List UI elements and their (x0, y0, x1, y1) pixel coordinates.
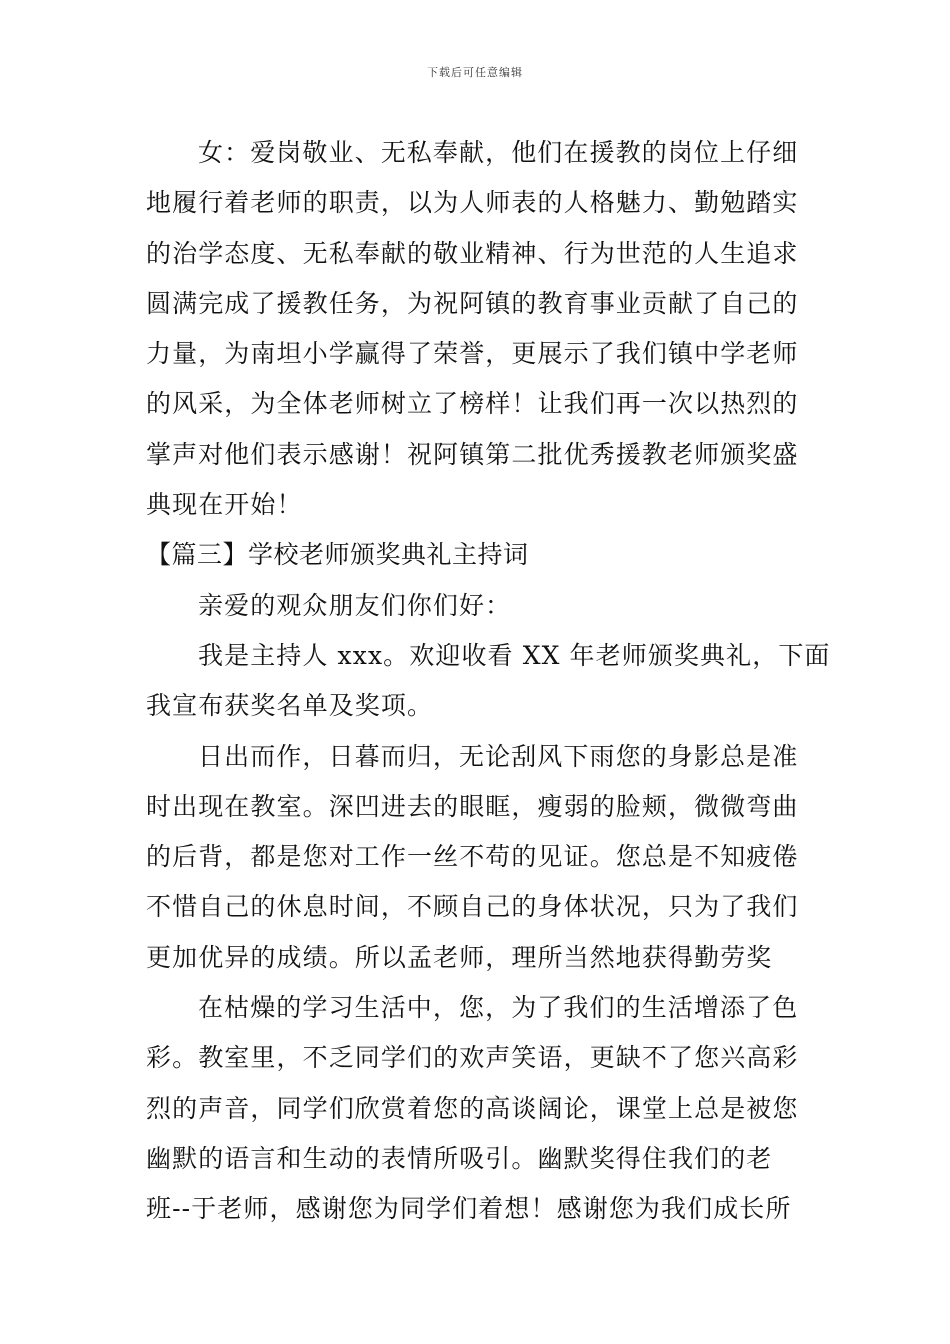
text-line: 掌声对他们表示感谢！祝阿镇第二批优秀援教老师颁奖盛 (146, 439, 799, 469)
text-line: 时出现在教室。深凹进去的眼眶，瘦弱的脸颊，微微弯曲 (146, 791, 799, 821)
text-line: 圆满完成了援教任务，为祝阿镇的教育事业贡献了自己的 (146, 288, 799, 318)
text-line: 不惜自己的休息时间，不顾自己的身体状况，只为了我们 (146, 892, 799, 922)
text-line: 的后背，都是您对工作一丝不苟的见证。您总是不知疲倦 (146, 842, 799, 872)
text-line: 典现在开始！ (146, 490, 303, 520)
section-heading: 【篇三】学校老师颁奖典礼主持词 (146, 540, 529, 570)
text-line: 在枯燥的学习生活中，您，为了我们的生活增添了色 (198, 993, 799, 1023)
document-body (146, 128, 831, 1235)
text-line: 日出而作，日暮而归，无论刮风下雨您的身影总是准 (198, 741, 799, 771)
text-line: 女：爱岗敬业、无私奉献，他们在援教的岗位上仔细 (198, 138, 799, 167)
text-line: 我宣布获奖名单及奖项。 (146, 691, 434, 721)
text-line: 力量，为南坦小学赢得了荣誉，更展示了我们镇中学老师 (146, 339, 799, 369)
text-line: 我是主持人 xxx。欢迎收看 XX 年老师颁奖典礼，下面 (198, 640, 831, 670)
text-line: 地履行着老师的职责，以为人师表的人格魅力、勤勉踏实 (146, 188, 799, 218)
text-line: 更加优异的成绩。所以孟老师，理所当然地获得勤劳奖 (146, 942, 773, 972)
text-line: 彩。教室里，不乏同学们的欢声笑语，更缺不了您兴高彩 (146, 1043, 799, 1073)
page-header: 下载后可任意编辑 (427, 66, 523, 79)
text-line: 的治学态度、无私奉献的敬业精神、行为世范的人生追求 (146, 238, 799, 268)
text-line: 亲爱的观众朋友们你们好： (198, 590, 512, 620)
text-line: 的风采，为全体老师树立了榜样！让我们再一次以热烈的 (146, 389, 799, 419)
text-line: 烈的声音，同学们欣赏着您的高谈阔论，课堂上总是被您 (146, 1093, 799, 1123)
text-line: 幽默的语言和生动的表情所吸引。幽默奖得住我们的老 (146, 1143, 773, 1173)
text-line: 班--于老师，感谢您为同学们着想！感谢您为我们成长所 (146, 1194, 792, 1224)
